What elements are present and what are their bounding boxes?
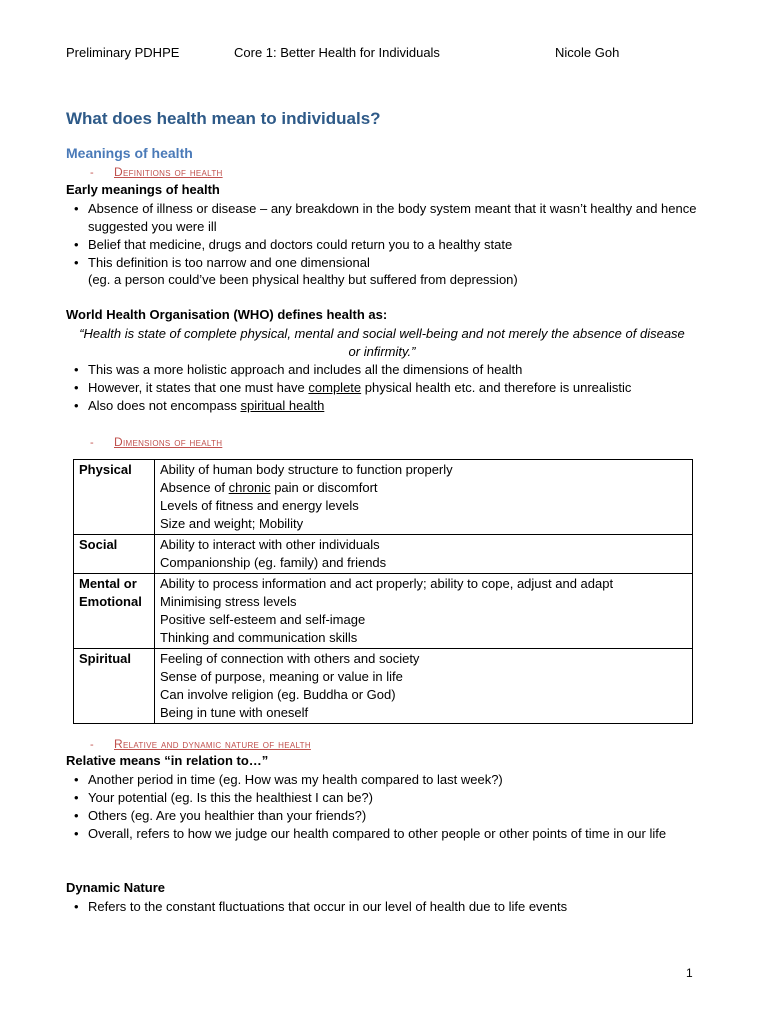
cell-line: Ability to process information and act properly; ability to cope, adjust and adapt (160, 576, 614, 591)
who-quote: “Health is state of complete physical, mental and social well-being and not merely the absence of disease or infirmity.” (79, 326, 685, 359)
dimensions-table (73, 459, 693, 724)
section-heading: Meanings of health (66, 145, 193, 161)
cell-line: Companionship (eg. family) and friends (160, 555, 387, 570)
cell-line: Ability to interact with other individuals (160, 537, 380, 552)
cell-line: Feeling of connection with others and society (160, 651, 420, 666)
subheading-definitions: - Definitions of health (90, 165, 223, 179)
who-bullet-3-text: Also does not encompass (88, 398, 241, 413)
cell-line: Thinking and communication skills (160, 630, 358, 645)
table-row (74, 574, 693, 649)
header-author: Nicole Goh (555, 45, 620, 60)
cell-line: Minimising stress levels (160, 594, 297, 609)
row-label-mental-line1: Mental or (79, 576, 137, 591)
relative-heading: Relative means “in relation to…” (66, 753, 269, 768)
relative-bullet-3: • Others (eg. Are you healthier than your friends?) (88, 807, 698, 825)
cell-line: Positive self-esteem and self-image (160, 612, 366, 627)
cell-line: Levels of fitness and energy levels (160, 498, 359, 513)
cell-line: Can involve religion (eg. Buddha or God) (160, 687, 396, 702)
who-bullet-2 (88, 379, 698, 397)
early-bullet-1: • Absence of illness or disease – any breakdown in the body system meant that it wasn’t healthy and hence suggested you were ill (88, 200, 698, 236)
page-title: What does health mean to individuals? (66, 109, 381, 128)
who-bullet-2-text: However, it states that one must have (88, 380, 309, 395)
header-module: Core 1: Better Health for Individuals (234, 45, 440, 60)
subheading-relative: - Relative and dynamic nature of health (90, 737, 311, 751)
cell-line: Size and weight; Mobility (160, 516, 304, 531)
early-bullet-3: • This definition is too narrow and one dimensional (88, 254, 698, 272)
table-row (74, 460, 693, 535)
relative-bullet-2: • Your potential (eg. Is this the healthiest I can be?) (88, 789, 698, 807)
row-label-social: Social (74, 535, 155, 574)
subheading-dimensions-text: Dimensions of health (114, 435, 223, 449)
header-course: Preliminary PDHPE (66, 45, 180, 60)
relative-bullet-1: • Another period in time (eg. How was my health compared to last week?) (88, 771, 698, 789)
early-example: (eg. a person could’ve been physical healthy but suffered from depression) (88, 272, 518, 287)
subheading-relative-text: Relative and dynamic nature of health (114, 737, 311, 751)
cell-line-text: Absence of (160, 480, 229, 495)
cell-line-text-end: pain or discomfort (270, 480, 378, 495)
row-content-physical (155, 460, 693, 535)
who-heading: World Health Organisation (WHO) defines health as: (66, 307, 388, 322)
who-bullet-3-underlined: spiritual health (240, 398, 325, 413)
dynamic-bullet-1: • Refers to the constant fluctuations that occur in our level of health due to life events (88, 898, 698, 916)
subheading-dimensions: - Dimensions of health (90, 435, 223, 449)
row-content-social (155, 535, 693, 574)
cell-line-underlined: chronic (228, 480, 271, 495)
subheading-definitions-text: Definitions of health (114, 165, 223, 179)
who-bullet-3 (88, 397, 698, 415)
who-bullet-1: • This was a more holistic approach and includes all the dimensions of health (88, 361, 698, 379)
cell-line: Ability of human body structure to function properly (160, 462, 453, 477)
cell-line: Being in tune with oneself (160, 705, 309, 720)
row-content-mental (155, 574, 693, 649)
row-label-mental-line2: Emotional (79, 594, 142, 609)
cell-line (160, 479, 687, 497)
early-meanings-heading: Early meanings of health (66, 182, 220, 197)
who-bullet-2-underlined: complete (308, 380, 362, 395)
row-content-spiritual (155, 649, 693, 724)
page-number: 1 (686, 966, 693, 980)
row-label-physical: Physical (74, 460, 155, 535)
who-bullet-2-text-end: physical health etc. and therefore is unrealistic (361, 380, 632, 395)
row-label-mental (74, 574, 155, 649)
row-label-spiritual: Spiritual (74, 649, 155, 724)
table-row (74, 535, 693, 574)
cell-line: Sense of purpose, meaning or value in life (160, 669, 403, 684)
table-row (74, 649, 693, 724)
relative-bullet-4: • Overall, refers to how we judge our health compared to other people or other points of time in our life (88, 825, 698, 843)
early-bullet-2: • Belief that medicine, drugs and doctors could return you to a healthy state (88, 236, 698, 254)
dynamic-heading: Dynamic Nature (66, 880, 165, 895)
